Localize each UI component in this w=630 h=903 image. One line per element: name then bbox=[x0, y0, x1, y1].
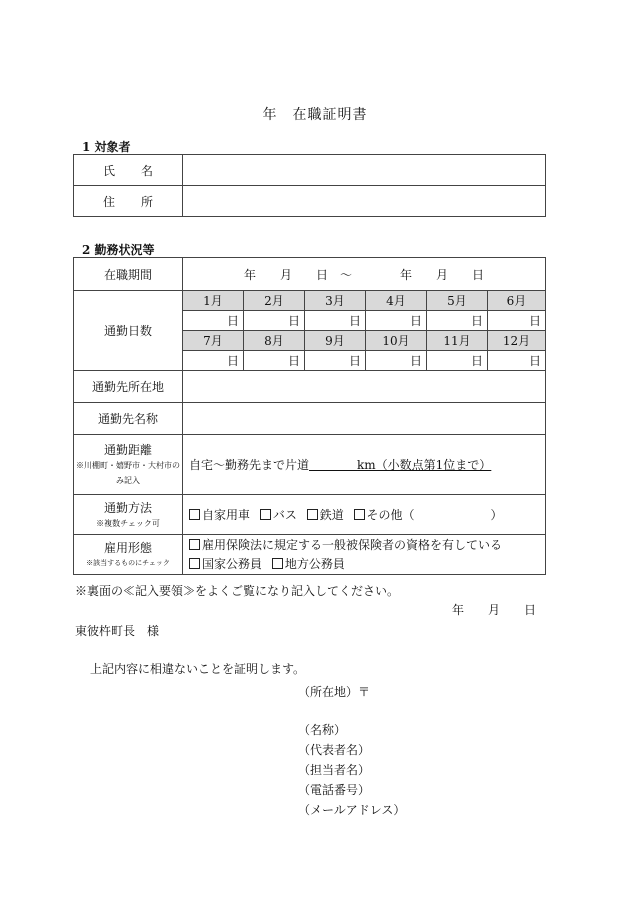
month-header: 12月 bbox=[488, 331, 546, 351]
employment-options bbox=[183, 535, 546, 575]
method-close: ） bbox=[490, 508, 503, 522]
month-header: 7月 bbox=[183, 331, 244, 351]
month-header: 10月 bbox=[366, 331, 427, 351]
checkbox[interactable] bbox=[189, 539, 200, 550]
name-label: 氏名 bbox=[102, 163, 179, 178]
days-label: 通勤日数 bbox=[74, 291, 183, 371]
distance-field[interactable] bbox=[183, 435, 546, 495]
name-label-cell bbox=[74, 155, 183, 186]
date-line: 年 月 日 bbox=[452, 603, 537, 617]
method-label-cell bbox=[74, 495, 183, 535]
month-header: 4月 bbox=[366, 291, 427, 311]
employment-option-local: 地方公務員 bbox=[284, 556, 345, 571]
email-field: （メールアドレス） bbox=[298, 803, 406, 817]
day-field[interactable]: 日 bbox=[244, 351, 305, 371]
address-label: 住所 bbox=[102, 194, 179, 209]
employment-option-insured: 雇用保険法に規定する一般被保険者の資格を有している bbox=[202, 537, 503, 552]
method-note: ※複数チェック可 bbox=[96, 518, 160, 528]
workplace-name-field[interactable] bbox=[183, 403, 546, 435]
certify-text: 上記内容に相違ないことを証明します。 bbox=[90, 662, 306, 676]
distance-blank[interactable] bbox=[309, 458, 357, 472]
employment-label-cell bbox=[74, 535, 183, 575]
day-field[interactable]: 日 bbox=[427, 351, 488, 371]
work-status-table bbox=[73, 257, 546, 575]
contact-person-field: （担当者名） bbox=[298, 763, 371, 777]
page-title: 年 在職証明書 bbox=[262, 107, 368, 123]
workplace-name-label: 通勤先名称 bbox=[74, 403, 183, 435]
checkbox[interactable] bbox=[354, 509, 365, 520]
issuer-address-field: （所在地）〒 bbox=[298, 685, 371, 699]
phone-field: （電話番号） bbox=[298, 783, 371, 797]
month-header: 11月 bbox=[427, 331, 488, 351]
method-option-other: その他（ bbox=[366, 508, 415, 522]
target-person-table bbox=[73, 154, 546, 217]
checkbox[interactable] bbox=[260, 509, 271, 520]
month-header: 6月 bbox=[488, 291, 546, 311]
address-label-cell bbox=[74, 186, 183, 217]
month-header: 9月 bbox=[305, 331, 366, 351]
checkbox[interactable] bbox=[307, 509, 318, 520]
month-header: 8月 bbox=[244, 331, 305, 351]
day-field[interactable]: 日 bbox=[183, 311, 244, 331]
day-field[interactable]: 日 bbox=[305, 311, 366, 331]
method-option-car: 自家用車 bbox=[202, 508, 251, 522]
distance-note: ※川棚町・嬉野市・大村市のみ記入 bbox=[76, 461, 180, 485]
distance-label-cell bbox=[74, 435, 183, 495]
employment-note: ※該当するものにチェック bbox=[86, 558, 170, 567]
month-header: 1月 bbox=[183, 291, 244, 311]
method-option-bus: バス bbox=[272, 508, 297, 522]
day-field[interactable]: 日 bbox=[366, 351, 427, 371]
distance-suffix: km（小数点第1位まで） bbox=[357, 458, 492, 472]
method-options bbox=[183, 495, 546, 535]
month-header: 3月 bbox=[305, 291, 366, 311]
period-field[interactable]: 年 月 日 ～ 年 月 日 bbox=[183, 258, 546, 291]
workplace-address-label: 通勤先所在地 bbox=[74, 371, 183, 403]
month-header: 2月 bbox=[244, 291, 305, 311]
method-label: 通勤方法 bbox=[103, 500, 152, 515]
addressee: 東彼杵町長 様 bbox=[75, 624, 160, 638]
name-field[interactable] bbox=[183, 155, 546, 186]
distance-prefix: 自宅～勤務先まで片道 bbox=[189, 458, 310, 472]
day-field[interactable]: 日 bbox=[305, 351, 366, 371]
day-field[interactable]: 日 bbox=[488, 351, 546, 371]
representative-field: （代表者名） bbox=[298, 743, 371, 757]
checkbox[interactable] bbox=[189, 558, 200, 569]
section1-heading: 1 対象者 bbox=[82, 140, 131, 154]
checkbox[interactable] bbox=[272, 558, 283, 569]
issuer-name-field: （名称） bbox=[298, 723, 347, 737]
month-header: 5月 bbox=[427, 291, 488, 311]
notice-text: ※裏面の≪記入要領≫をよくご覧になり記入してください。 bbox=[75, 584, 400, 598]
period-label: 在職期間 bbox=[74, 258, 183, 291]
day-field[interactable]: 日 bbox=[244, 311, 305, 331]
distance-label: 通勤距離 bbox=[103, 443, 152, 457]
checkbox[interactable] bbox=[189, 509, 200, 520]
method-option-train: 鉄道 bbox=[319, 508, 344, 522]
employment-option-national: 国家公務員 bbox=[202, 556, 263, 571]
address-field[interactable] bbox=[183, 186, 546, 217]
employment-label: 雇用形態 bbox=[103, 540, 152, 555]
day-field[interactable]: 日 bbox=[366, 311, 427, 331]
section2-heading: 2 勤務状況等 bbox=[82, 243, 155, 257]
day-field[interactable]: 日 bbox=[427, 311, 488, 331]
workplace-address-field[interactable] bbox=[183, 371, 546, 403]
day-field[interactable]: 日 bbox=[488, 311, 546, 331]
day-field[interactable]: 日 bbox=[183, 351, 244, 371]
